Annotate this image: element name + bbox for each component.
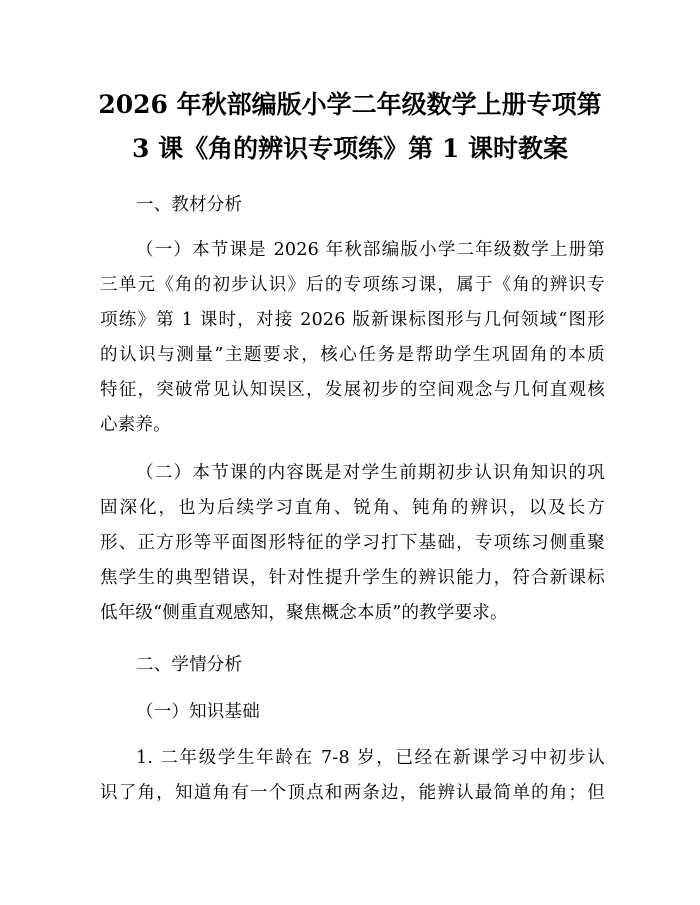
paragraph-line: 1. 二年级学生年龄在 7-8 岁，已经在新课学习中初步认	[136, 748, 605, 768]
paragraph-line: 特征，突破常见认知误区，发展初步的空间观念与几何直观核	[100, 380, 605, 400]
paragraph-line: 形、正方形等平面图形特征的学习打下基础，专项练习侧重聚	[100, 533, 605, 553]
subsection-heading-knowledge: （一）知识基础	[136, 702, 260, 722]
paragraph-line: 的认识与测量”主题要求，核心任务是帮助学生巩固角的本质	[100, 345, 605, 365]
section-heading-materials: 一、教材分析	[136, 195, 243, 215]
document-title-line-2: 3 课《角的辨识专项练》第 1 课时教案	[132, 134, 568, 163]
paragraph-line: 识了角，知道角有一个顶点和两条边，能辨认最简单的角；但	[100, 783, 605, 803]
paragraph-line: 项练》第 1 课时，对接 2026 版新课标图形与几何领域“图形	[100, 310, 605, 330]
paragraph-line: 三单元《角的初步认识》后的专项练习课，属于《角的辨识专	[100, 275, 605, 295]
document-title-line-1: 2026 年秋部编版小学二年级数学上册专项第	[98, 90, 602, 119]
paragraph-line: （一）本节课是 2026 年秋部编版小学二年级数学上册第	[136, 240, 605, 260]
paragraph-line: （二）本节课的内容既是对学生前期初步认识角知识的巩	[136, 463, 605, 483]
section-heading-learners: 二、学情分析	[136, 655, 243, 675]
paragraph-line: 低年级“侧重直观感知，聚焦概念本质”的教学要求。	[100, 603, 508, 623]
paragraph-line: 焦学生的典型错误，针对性提升学生的辨识能力，符合新课标	[100, 568, 605, 588]
paragraph-line: 心素养。	[100, 415, 171, 435]
paragraph-line: 固深化，也为后续学习直角、锐角、钝角的辨识，以及长方	[100, 498, 605, 518]
